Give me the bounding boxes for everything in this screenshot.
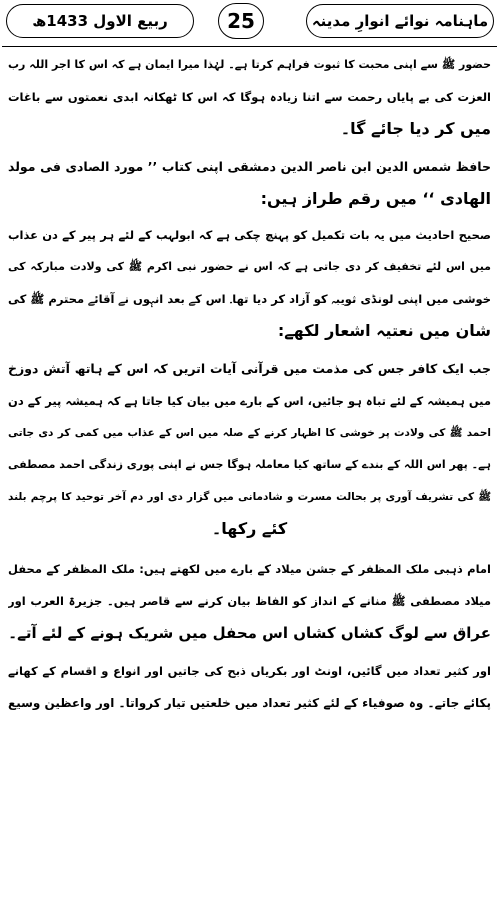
text-line: الھادی ‘‘ میں رقم طراز ہیں: — [260, 189, 491, 208]
text-line: میلاد مصطفی ﷺ منانے کے انداز کو الفاظ بیان کرنے سے قاصر ہیں۔ جزیرۃ العرب اور — [8, 594, 491, 608]
page-number: 25 — [218, 3, 264, 39]
text-line: خوشی میں اپنی لونڈی ثویبہ کو آزاد کر دیا تھا۔ اس کے بعد انہوں نے آقائے محترم ﷺ کی — [8, 292, 491, 306]
text-line: العزت کی بے پایاں رحمت سے اتنا زیادہ ہوگا کہ اس کا ٹھکانہ ابدی نعمتوں سے باغات — [8, 90, 491, 104]
header-divider — [2, 46, 497, 47]
text-line: شان میں نعتیہ اشعار لکھے: — [277, 321, 491, 340]
text-line: اور کثیر تعداد میں گائیں، اونٹ اور بکریاں ذبح کی جاتیں اور انواع و اقسام کے کھانے — [8, 664, 491, 678]
text-line: جب ایک کافر جس کی مذمت میں قرآنی آیات اتریں کہ اس کے ہاتھ آتش دوزخ — [8, 361, 491, 376]
text-line: ﷺ کی تشریف آوری پر بحالت مسرت و شادمانی میں گزار دی اور دم آخر توحید کا پرچم بلند — [8, 491, 491, 503]
magazine-title: ماہنامہ نوائے انوارِ مدینہ — [306, 4, 494, 38]
page-header — [0, 0, 499, 46]
text-line: کئے رکھا۔ — [211, 519, 288, 538]
text-line: ہے۔ پھر اس اللہ کے بندے کے ساتھ کیا معاملہ ہوگا جس نے اپنی پوری زندگی احمد مصطفی — [8, 458, 491, 471]
text-line: احمد ﷺ کی ولادت پر خوشی کا اظہار کرنے کے صلہ میں اس کے عذاب میں کمی کر دی جاتی — [8, 427, 491, 439]
text-line: میں کر دیا جائے گا۔ — [340, 119, 491, 138]
text-line: صحیح احادیث میں یہ بات تکمیل کو پہنچ چکی ہے کہ ابولہب کے لئے ہر پیر کے دن عذاب — [8, 228, 491, 242]
text-line: حافظ شمس الدین ابن ناصر الدین دمشقی اپنی کتاب ’’ مورد الصادی فی مولد — [8, 159, 491, 174]
text-line: میں اس لئے تخفیف کر دی جاتی ہے کہ اس نے حضور نبی اکرم ﷺ کی ولادت مبارکہ کی — [8, 260, 491, 273]
text-line: عراق سے لوگ کشاں کشاں اس محفل میں شریک ہونے کے لئے آتے۔ — [8, 624, 491, 642]
text-line: حضور ﷺ سے اپنی محبت کا ثبوت فراہم کرتا ہے۔ لہٰذا میرا ایمان ہے کہ اس کا اجر اللہ رب — [8, 58, 491, 71]
text-line: پکائے جاتے۔ وہ صوفیاء کے لئے کثیر تعداد میں خلعتیں تیار کرواتا۔ اور واعظین وسیع — [8, 696, 491, 710]
text-line: امام ذہبی ملک المظفر کے جشن میلاد کے بارے میں لکھتے ہیں: ملک المظفر کے محفل — [8, 562, 491, 576]
issue-date-label: ربیع الاول 1433ھ — [6, 4, 194, 38]
text-line: میں ہمیشہ کے لئے تباہ ہو جائیں، اس کے بارے میں بیان کیا جاتا ہے کہ ہمیشہ پیر کے دن — [8, 394, 491, 408]
